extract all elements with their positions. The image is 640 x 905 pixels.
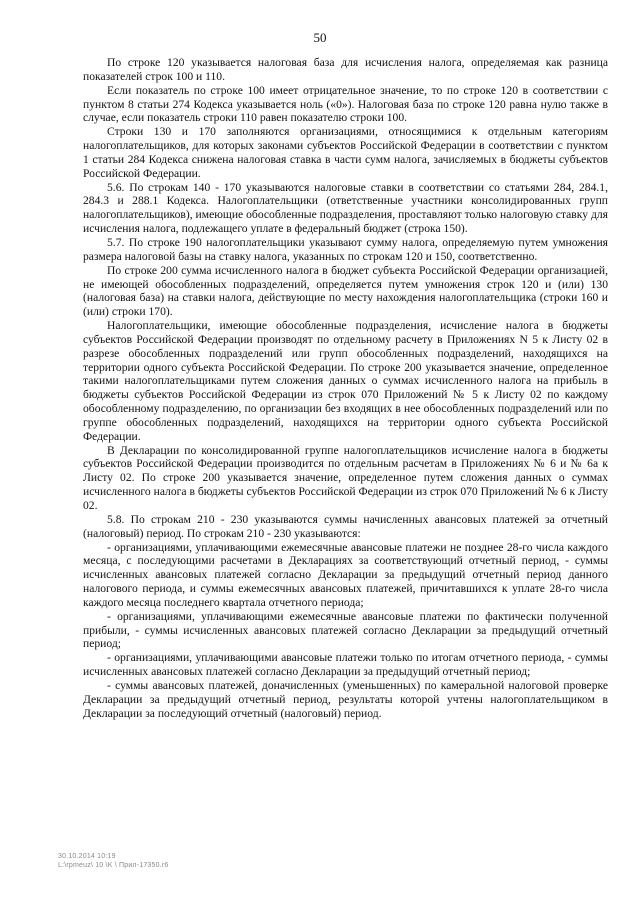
paragraph: Строки 130 и 170 заполняются организациями, относящимися к отдельным категориям налогоплательщиков, для которых законами субъектов Российской Федерации в соответствии с пунктом 1 статьи 284 Кодекса снижена налоговая ставка в части сумм налога, зачисляемых в бюджеты субъектов Российской Федерации. xyxy=(83,125,608,180)
paragraph: 5.6. По строкам 140 - 170 указываются налоговые ставки в соответствии со статьями 284, 284.1, 284.3 и 288.1 Кодекса. Налогоплательщики (ответственные участники консолидированных групп налогоплательщиков), имеющие обособленные подразделения, проставляют только налоговую ставку для исчисления налога, подлежащего уплате в федеральный бюджет (строка 150). xyxy=(83,180,608,236)
list-item: - организациями, уплачивающими ежемесячные авансовые платежи по фактически полученной прибыли, - суммы исчисленных авансовых платежей согласно Декларации за предыдущий отчетный период; xyxy=(83,609,608,651)
paragraph: Налогоплательщики, имеющие обособленные подразделения, исчисление налога в бюджеты субъектов Российской Федерации производят по отдельному расчету в Приложениях N 5 к Листу 02 в разрезе обособленных подразделений или групп обособленных подразделений, находящихся на территории одного субъекта Российской Федерации. По строке 200 указывается значение, определенное такими налогоплательщиками путем сложения данных о суммах исчисленного налога на прибыль в бюджеты субъектов Российской Федерации из строк 070 Приложений № 5 к Листу 02 по каждому обособленному подразделению, по организации без входящих в нее обособленных подразделений или по группе обособленных подразделений, находящихся на территории одного субъекта Российской Федерации. xyxy=(83,319,608,443)
page-number: 50 xyxy=(313,30,327,45)
list-item: - суммы авансовых платежей, доначисленных (уменьшенных) по камеральной налоговой проверке Декларации за предыдущий отчетный период, результаты которой учтены налогоплательщиком в Декларации за последующий отчетный (налоговый) период. xyxy=(83,678,608,720)
list-item: - организациями, уплачивающими авансовые платежи только по итогам отчетного периода, - суммы исчисленных авансовых платежей согласно Декларации за предыдущий отчетный период; xyxy=(83,651,608,679)
paragraph: По строке 200 сумма исчисленного налога в бюджет субъекта Российской Федерации организацией, не имеющей обособленных подразделений, определяется путем умножения строк 120 и (или) 130 (налоговая база) на ставки налога, действующие по месту нахождения налогоплательщика (строки 160 и (или) строки 170). xyxy=(83,263,608,319)
paragraph: В Декларации по консолидированной группе налогоплательщиков исчисление налога в бюджеты субъектов Российской Федерации производится по отдельным расчетам в Приложениях № 6 и № 6а к Листу 02. По строке 200 указывается значение, определенное путем сложения данных о суммах исчисленного налога в бюджеты субъектов Российской Федерации из строк 070 Приложений № 6 к Листу 02. xyxy=(83,443,608,512)
footer-file-path: L:\rpmeuz\ 10 \K \ Прил-17350.r6 xyxy=(58,862,169,869)
paragraph: 5.7. По строке 190 налогоплательщики указывают сумму налога, определяемую путем умножения размера налоговой базы на ставку налога, указанных по строкам 120 и 150, соответственно. xyxy=(83,235,608,263)
list-item: - организациями, уплачивающими ежемесячные авансовые платежи не позднее 28-го числа каждого месяца, с последующими расчетами в Декларациях за соответствующий отчетный период, - суммы исчисленных авансовых платежей согласно Декларации за предыдущий отчетный период данного налогового периода, и суммы ежемесячных авансовых платежей, причитавшихся к уплате 28-го числа каждого месяца последнего квартала отчетного периода; xyxy=(83,540,608,609)
paragraph: Если показатель по строке 100 имеет отрицательное значение, то по строке 120 в соответствии с пунктом 8 статьи 274 Кодекса указывается ноль («0»). Налоговая база по строке 120 равна нулю также в случае, если показатель строки 110 равен показателю строки 100. xyxy=(83,83,608,125)
footer-timestamp: 30.10.2014 10:19 xyxy=(58,853,116,860)
paragraph: По строке 120 указывается налоговая база для исчисления налога, определяемая как разница показателей строк 100 и 110. xyxy=(83,56,608,83)
document-footer xyxy=(58,852,168,870)
document-body xyxy=(83,56,608,721)
paragraph: 5.8. По строкам 210 - 230 указываются суммы начисленных авансовых платежей за отчетный (налоговый) период. По строкам 210 - 230 указываются: xyxy=(83,512,608,540)
